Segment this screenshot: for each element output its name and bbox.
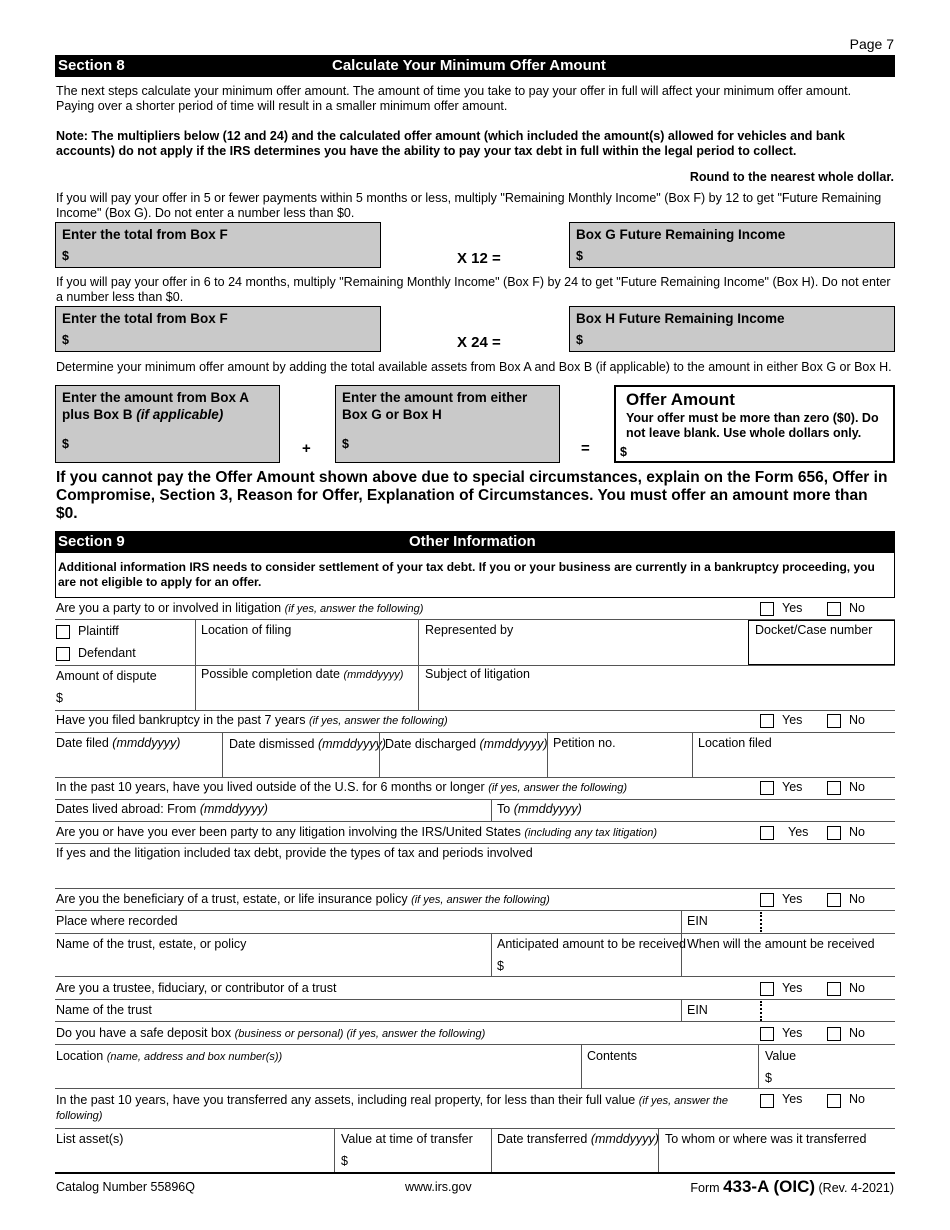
transfer-no-checkbox[interactable]	[827, 1094, 841, 1108]
box-gh-label: Enter the amount from either Box G or Box H	[342, 390, 528, 422]
divider	[547, 733, 548, 777]
completion-date-format: (mmddyyyy)	[343, 669, 404, 681]
q-transfer-ifyes: (if yes, answer the following)	[56, 1095, 728, 1122]
page-number: Page 7	[849, 36, 894, 52]
q-irs-litigation	[56, 825, 657, 839]
divider	[55, 821, 895, 822]
name-trust-field[interactable]: Name of the trust	[56, 1003, 152, 1017]
divider	[55, 1044, 895, 1045]
q-abroad	[56, 780, 627, 794]
date-transferred-label: Date transferred	[497, 1132, 588, 1146]
completion-date-label: Possible completion date	[201, 667, 340, 681]
form-number	[690, 1177, 894, 1197]
q-deposit-text: Do you have a safe deposit box	[56, 1026, 232, 1040]
trustee-no-label: No	[849, 981, 865, 995]
transfer-yes-label: Yes	[782, 1092, 803, 1106]
q-litigation	[56, 601, 423, 615]
irs-litigation-no-checkbox[interactable]	[827, 826, 841, 840]
divider	[55, 1021, 895, 1022]
form-rev: (Rev. 4-2021)	[818, 1181, 894, 1195]
irs-litigation-no-label: No	[849, 825, 865, 839]
divider	[55, 710, 895, 711]
amount-dispute-label: Amount of dispute	[56, 669, 157, 683]
deposit-contents-field[interactable]: Contents	[587, 1049, 638, 1063]
date-dismissed-label: Date dismissed	[229, 737, 315, 751]
transfer-yes-checkbox[interactable]	[760, 1094, 774, 1108]
litigation-yes-checkbox[interactable]	[760, 602, 774, 616]
q-irs-litigation-incl: (including any tax litigation)	[524, 827, 658, 839]
divider	[55, 910, 895, 911]
deposit-location-label: Location	[56, 1049, 104, 1063]
box-ab-dollar: $	[62, 437, 69, 451]
q-beneficiary-ifyes: (if yes, answer the following)	[411, 894, 550, 906]
q-trustee: Are you a trustee, fiduciary, or contributor of a trust	[56, 981, 337, 995]
abroad-to-field[interactable]	[497, 802, 582, 816]
q-deposit	[56, 1026, 485, 1040]
beneficiary-yes-checkbox[interactable]	[760, 893, 774, 907]
box-ab-field[interactable]	[55, 385, 280, 463]
divider	[334, 1129, 335, 1172]
value-transfer-dollar[interactable]: $	[341, 1154, 348, 1168]
divider	[758, 1045, 759, 1088]
anticipated-amount-dollar[interactable]: $	[497, 959, 504, 973]
subject-field[interactable]: Subject of litigation	[425, 667, 530, 681]
q-transfer-text: In the past 10 years, have you transferred any assets, including real property, for less than their full value	[56, 1093, 636, 1107]
deposit-yes-label: Yes	[782, 1026, 803, 1040]
date-filed-field[interactable]	[56, 736, 180, 750]
section9-header	[55, 531, 895, 553]
date-filed-format: (mmddyyyy)	[112, 736, 181, 750]
divider	[681, 1000, 682, 1021]
section9-title: Other Information	[409, 533, 536, 550]
q-bankruptcy-ifyes: (if yes, answer the following)	[308, 715, 448, 727]
date-discharged-label: Date discharged	[385, 737, 477, 751]
box-h-dollar: $	[576, 333, 583, 347]
abroad-from-label: Dates lived abroad: From	[56, 802, 197, 816]
petition-field[interactable]: Petition no.	[553, 736, 616, 750]
irs-litigation-yes-label: Yes	[788, 825, 809, 839]
box-f-field-2[interactable]	[55, 306, 381, 352]
docket-field[interactable]	[748, 620, 895, 665]
abroad-yes-label: Yes	[782, 780, 803, 794]
beneficiary-no-checkbox[interactable]	[827, 893, 841, 907]
instruction-offer: Determine your minimum offer amount by adding the total available assets from Box A and Box B (if applicable) to the amount in either Box G or Box H.	[56, 360, 892, 374]
q-transfer	[56, 1093, 736, 1123]
deposit-location-field[interactable]	[56, 1049, 282, 1063]
box-g-field[interactable]	[569, 222, 895, 268]
q-litigation-ifyes: (if yes, answer the following)	[284, 603, 424, 615]
list-assets-field[interactable]: List asset(s)	[56, 1132, 124, 1146]
amount-dispute-dollar[interactable]: $	[56, 691, 63, 705]
q-bankruptcy-text: Have you filed bankruptcy in the past 7 years	[56, 713, 306, 727]
section8-intro: The next steps calculate your minimum offer amount. The amount of time you take to pay your offer in full will affect your minimum offer amount. Paying over a shorter period of time will result in a smaller minimum offer amount.	[56, 84, 852, 113]
beneficiary-yes-label: Yes	[782, 892, 803, 906]
divider	[55, 665, 895, 666]
abroad-no-checkbox[interactable]	[827, 781, 841, 795]
round-note: Round to the nearest whole dollar.	[689, 170, 894, 184]
abroad-from-field[interactable]	[56, 802, 268, 816]
form-prefix: Form	[690, 1181, 720, 1195]
offer-dollar: $	[620, 445, 627, 459]
deposit-value-dollar[interactable]: $	[765, 1071, 772, 1085]
box-ab-label: Enter the amount from Box A plus Box B	[62, 390, 249, 422]
section9-label: Section 9	[58, 533, 125, 550]
website: www.irs.gov	[405, 1180, 472, 1194]
divider	[55, 799, 895, 800]
divider	[55, 732, 895, 733]
divider	[55, 976, 895, 977]
ein-separator	[760, 1001, 762, 1021]
divider	[491, 934, 492, 976]
box-gh-field[interactable]	[335, 385, 560, 463]
plaintiff-checkbox[interactable]	[56, 625, 70, 639]
bankruptcy-yes-label: Yes	[782, 713, 803, 727]
section8-title: Calculate Your Minimum Offer Amount	[332, 57, 606, 74]
box-h-field[interactable]	[569, 306, 895, 352]
beneficiary-no-label: No	[849, 892, 865, 906]
offer-title: Offer Amount	[626, 390, 735, 409]
trust-name-field[interactable]: Name of the trust, estate, or policy	[56, 937, 247, 951]
q-irs-litigation-text: Are you or have you ever been party to any litigation involving the IRS/United States	[56, 825, 521, 839]
date-discharged-field[interactable]	[385, 737, 548, 751]
section8-header	[55, 55, 895, 77]
divider	[55, 888, 895, 889]
defendant-checkbox[interactable]	[56, 647, 70, 661]
date-dismissed-format: (mmddyyyy)	[317, 737, 386, 751]
multiplier-12: X 12 =	[457, 250, 501, 267]
box-g-dollar: $	[576, 249, 583, 263]
box-g-label: Box G Future Remaining Income	[576, 227, 786, 242]
divider	[222, 733, 223, 777]
box-h-label: Box H Future Remaining Income	[576, 311, 785, 326]
date-filed-label: Date filed	[56, 736, 109, 750]
abroad-from-format: (mmddyyyy)	[199, 802, 268, 816]
anticipated-amount-label: Anticipated amount to be received	[497, 937, 687, 951]
abroad-to-label: To	[497, 802, 511, 816]
q-abroad-ifyes: (if yes, answer the following)	[488, 782, 627, 794]
trustee-yes-label: Yes	[782, 981, 803, 995]
defendant-label: Defendant	[78, 646, 136, 660]
completion-date-field[interactable]	[201, 667, 403, 681]
box-ab-italic: (if applicable)	[136, 407, 224, 422]
place-recorded-field[interactable]: Place where recorded	[56, 914, 178, 928]
divider	[55, 999, 895, 1000]
section8-label: Section 8	[58, 57, 125, 74]
transfer-no-label: No	[849, 1092, 865, 1106]
litigation-no-checkbox[interactable]	[827, 602, 841, 616]
divider	[55, 1128, 895, 1129]
divider	[55, 777, 895, 778]
offer-subtitle: Your offer must be more than zero ($0). Do not leave blank. Use whole dollars only.	[626, 411, 879, 440]
ein-label-2: EIN	[687, 1003, 708, 1017]
divider	[491, 800, 492, 821]
multiplier-24: X 24 =	[457, 334, 501, 351]
deposit-yes-checkbox[interactable]	[760, 1027, 774, 1041]
divider	[55, 1088, 895, 1089]
offer-amount-field[interactable]	[614, 385, 895, 463]
location-filed-field[interactable]: Location filed	[698, 736, 772, 750]
box-f-dollar-2: $	[62, 333, 69, 347]
value-transfer-label: Value at time of transfer	[341, 1132, 473, 1146]
ein-label-1: EIN	[687, 914, 708, 928]
divider	[692, 733, 693, 777]
deposit-no-label: No	[849, 1026, 865, 1040]
instruction-box-g: If you will pay your offer in 5 or fewer payments within 5 months or less, multiply "Remaining Monthly Income" (Box F) by 12 to get "Future Remaining Income" (Box G). Do not enter a number less than $0.	[56, 191, 882, 220]
litigation-yes-label: Yes	[782, 601, 803, 615]
q-beneficiary	[56, 892, 550, 906]
deposit-no-checkbox[interactable]	[827, 1027, 841, 1041]
trustee-yes-checkbox[interactable]	[760, 982, 774, 996]
date-transferred-field[interactable]	[497, 1132, 659, 1146]
section9-intro: Additional information IRS needs to consider settlement of your tax debt. If you or your business are currently in a bankruptcy proceeding, you are not eligible to apply for an offer.	[58, 560, 875, 589]
docket-label: Docket/Case number	[755, 623, 873, 637]
to-whom-field[interactable]: To whom or where was it transferred	[665, 1132, 867, 1146]
tax-types-field[interactable]: If yes and the litigation included tax debt, provide the types of tax and periods involved	[56, 846, 533, 860]
deposit-value-label: Value	[765, 1049, 797, 1063]
abroad-no-label: No	[849, 780, 865, 794]
abroad-yes-checkbox[interactable]	[760, 781, 774, 795]
abroad-to-format: (mmddyyyy)	[513, 802, 582, 816]
box-gh-dollar: $	[342, 437, 349, 451]
box-f-label-1: Enter the total from Box F	[62, 227, 228, 242]
special-circumstances: If you cannot pay the Offer Amount shown above due to special circumstances, explain on the Form 656, Offer in Compromise, Section 3, Reason for Offer, Explanation of Circumstances. You must offer an amount more than $0.	[56, 469, 888, 522]
litigation-no-label: No	[849, 601, 865, 615]
ein-separator	[760, 912, 762, 932]
irs-litigation-yes-checkbox[interactable]	[760, 826, 774, 840]
date-discharged-format: (mmddyyyy)	[479, 737, 548, 751]
divider	[379, 733, 380, 777]
represented-by-field[interactable]: Represented by	[425, 623, 514, 637]
q-bankruptcy	[56, 713, 448, 727]
deposit-location-italic: (name, address and box number(s))	[106, 1051, 283, 1063]
instruction-box-h: If you will pay your offer in 6 to 24 months, multiply "Remaining Monthly Income" (Box F) by 24 to get "Future Remaining Income" (Box H). Do not enter a number less than $0.	[56, 275, 891, 304]
divider	[55, 843, 895, 844]
section9-intro-box	[55, 553, 895, 598]
bankruptcy-yes-checkbox[interactable]	[760, 714, 774, 728]
catalog-number: Catalog Number 55896Q	[56, 1180, 195, 1194]
divider	[491, 1129, 492, 1172]
location-filing-field[interactable]: Location of filing	[201, 623, 292, 637]
date-transferred-format: (mmddyyyy)	[590, 1132, 659, 1146]
bottom-rule	[55, 1172, 895, 1174]
box-ab-label-wrap	[62, 389, 272, 423]
divider	[55, 933, 895, 934]
box-f-dollar-1: $	[62, 249, 69, 263]
q-deposit-italic: (business or personal) (if yes, answer the following)	[234, 1028, 486, 1040]
divider	[658, 1129, 659, 1172]
q-beneficiary-text: Are you the beneficiary of a trust, estate, or life insurance policy	[56, 892, 408, 906]
equals-sign: =	[581, 440, 590, 457]
when-received-field[interactable]: When will the amount be received	[687, 937, 875, 951]
q-litigation-text: Are you a party to or involved in litigation	[56, 601, 282, 615]
date-dismissed-field[interactable]	[229, 737, 386, 751]
trustee-no-checkbox[interactable]	[827, 982, 841, 996]
section8-note: Note: The multipliers below (12 and 24) and the calculated offer amount (which included the amount(s) allowed for vehicles and bank accounts) do not apply if the IRS determines you have the ability to pay your tax debt in full within the legal period to collect.	[56, 129, 846, 158]
form-id: 433-A (OIC)	[723, 1177, 816, 1196]
divider	[581, 1045, 582, 1088]
plaintiff-label: Plaintiff	[78, 624, 119, 638]
box-f-field-1[interactable]	[55, 222, 381, 268]
bankruptcy-no-checkbox[interactable]	[827, 714, 841, 728]
q-abroad-text: In the past 10 years, have you lived outside of the U.S. for 6 months or longer	[56, 780, 485, 794]
plus-sign: +	[302, 440, 311, 457]
box-f-label-2: Enter the total from Box F	[62, 311, 228, 326]
bankruptcy-no-label: No	[849, 713, 865, 727]
